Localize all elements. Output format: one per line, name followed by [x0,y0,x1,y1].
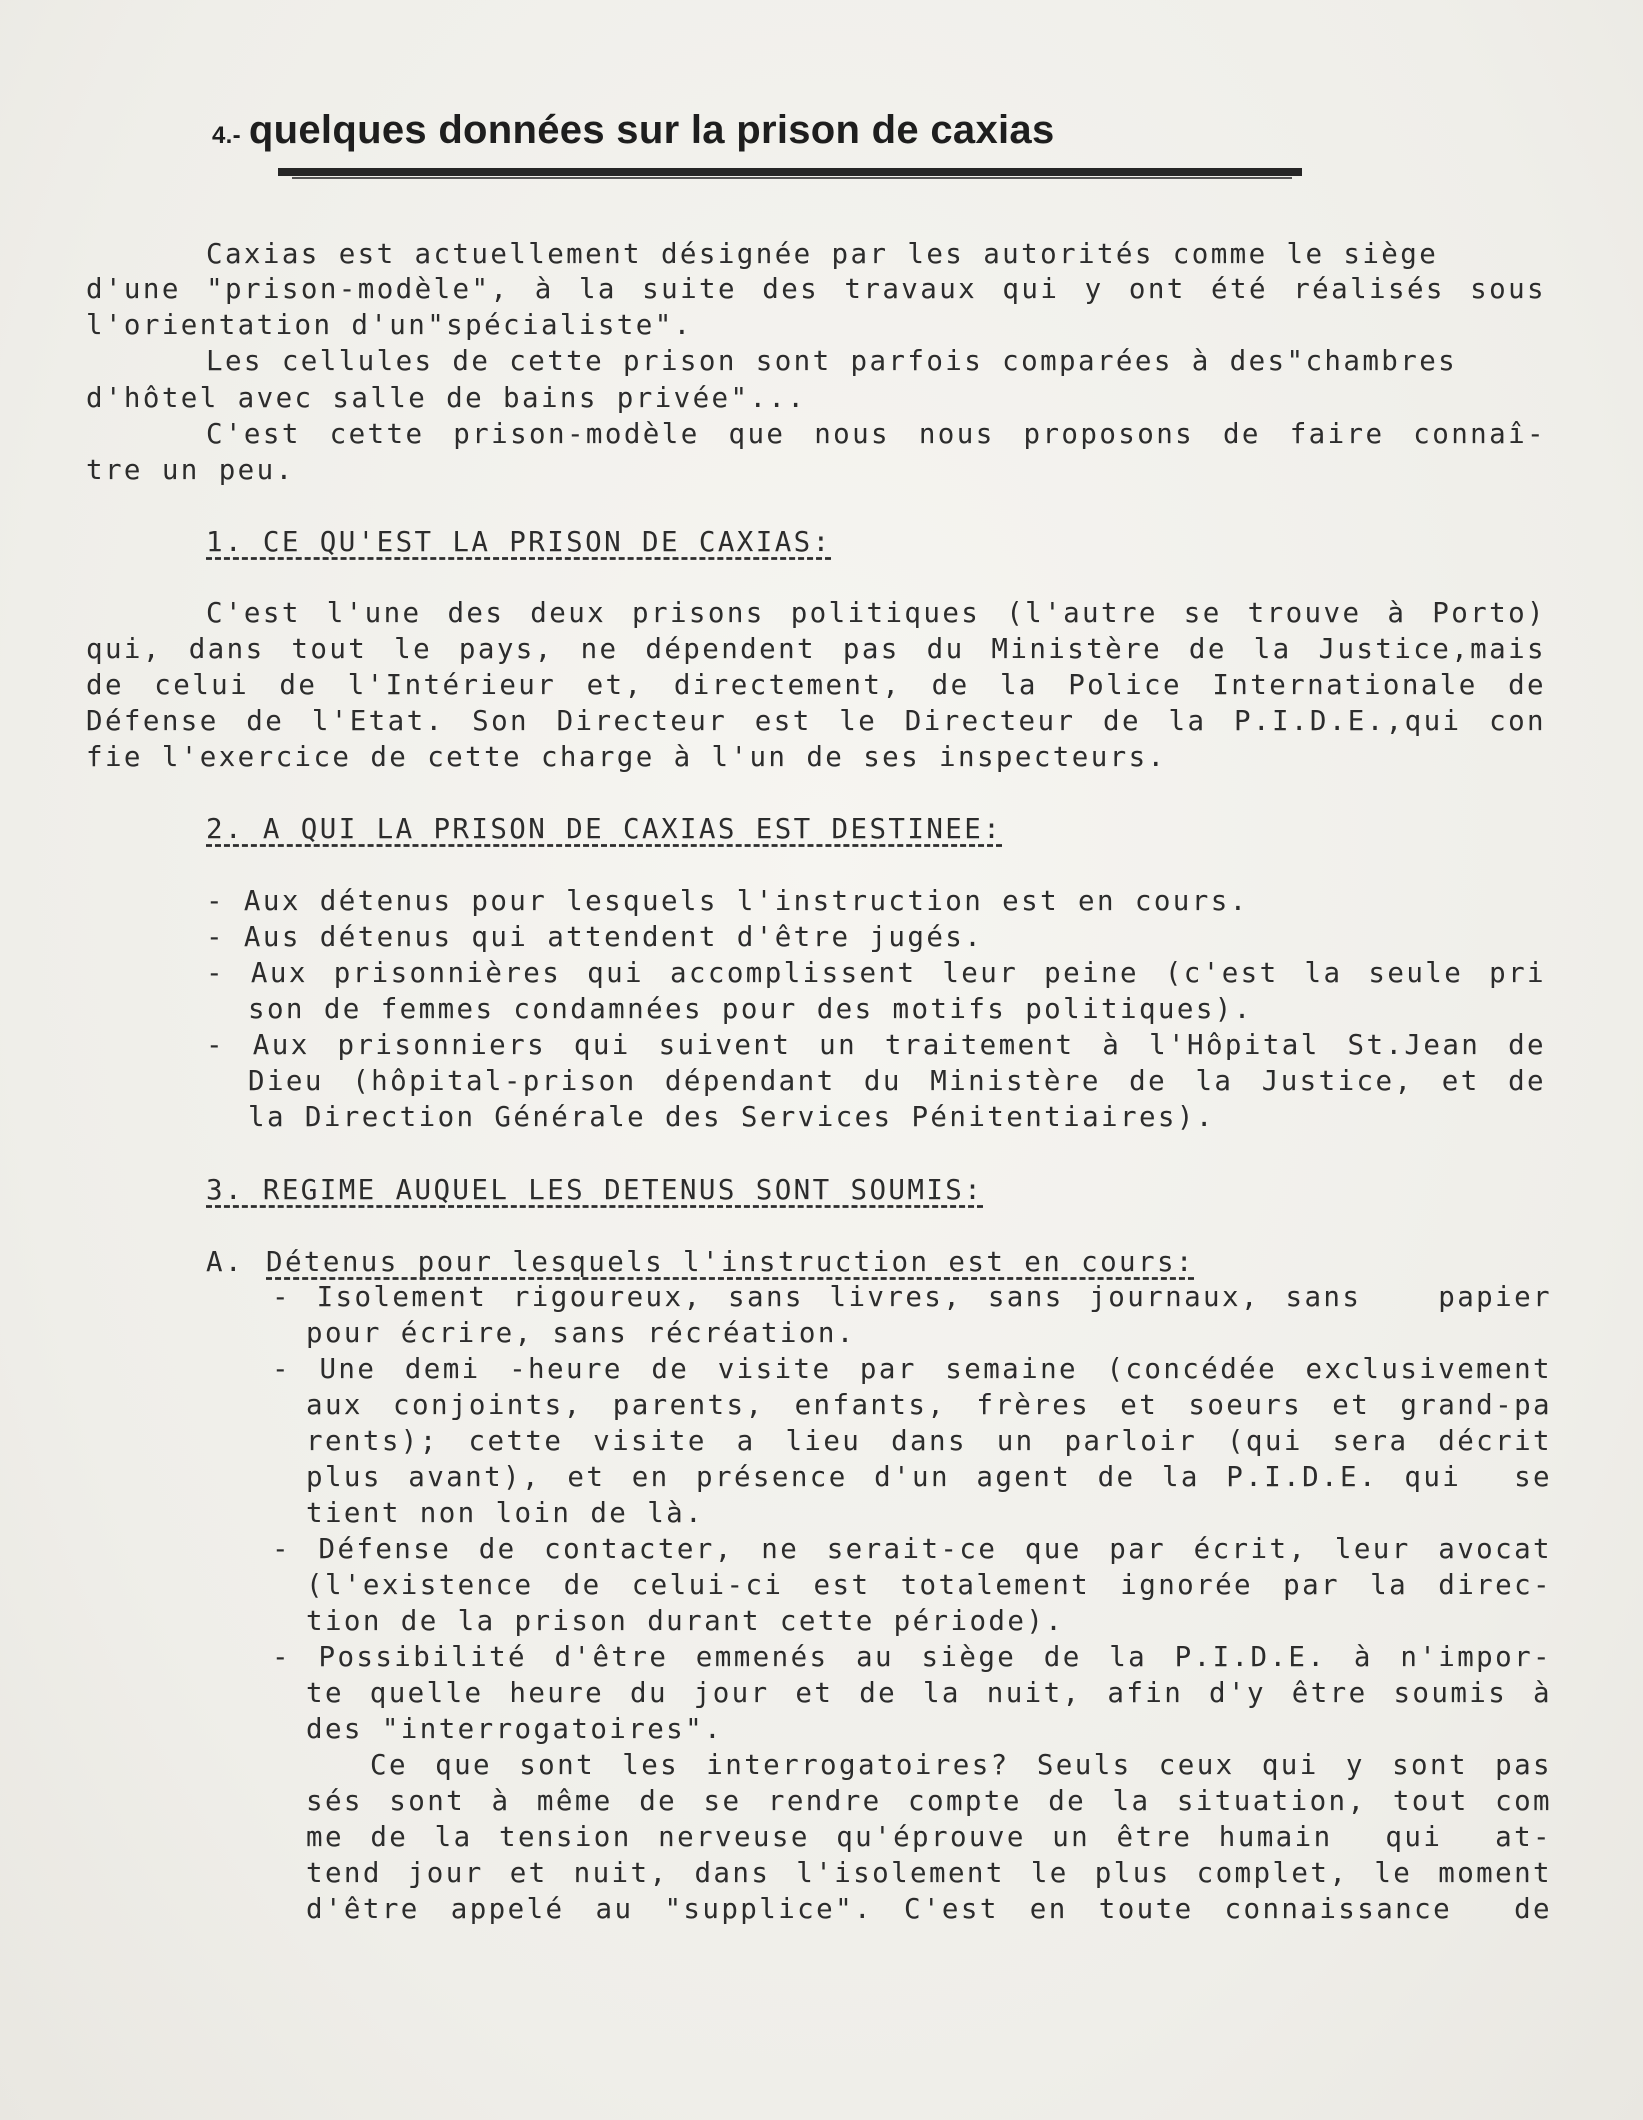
section1-line: fie l'exercice de cette charge à l'un de ses inspecteurs. [86,741,1167,773]
section1-line: Défense de l'Etat. Son Directeur est le Directeur de la P.I.D.E.,qui con [86,705,1546,737]
section-heading: 2. A QUI LA PRISON DE CAXIAS EST DESTINEE: [206,813,1003,845]
section3-line: plus avant), et en présence d'un agent de la P.I.D.E. qui se [306,1461,1552,1493]
intro-line: l'orientation d'un"spécialiste". [86,309,693,341]
title-text: quelques données sur la prison de caxias [248,108,1055,152]
title-underline-shadow [292,177,1292,179]
intro-line: Les cellules de cette prison sont parfois comparées à des"chambres [206,345,1458,377]
section3-line: aux conjoints, parents, enfants, frères et soeurs et grand-pa [306,1389,1552,1421]
section1-line: de celui de l'Intérieur et, directement, de la Police Internationale de [86,669,1546,701]
section3-line: rents); cette visite a lieu dans un parloir (qui sera décrit [306,1425,1552,1457]
intro-line: C'est cette prison-modèle que nous nous proposons de faire connaî- [206,418,1546,450]
section3-line: des "interrogatoires". [306,1713,724,1745]
section3-line: d'être appelé au "supplice". C'est en toute connaissance de [306,1893,1552,1925]
section2-line: Dieu (hôpital-prison dépendant du Ministère de la Justice, et de [248,1065,1546,1097]
section3-line: pour écrire, sans récréation. [306,1317,856,1349]
intro-line: d'hôtel avec salle de bains privée"... [86,382,807,414]
section3-line: (l'existence de celui-ci est totalement ignorée par la direc- [306,1569,1552,1601]
intro-line: Caxias est actuellement désignée par les autorités comme le siège [206,238,1439,270]
section2-line: la Direction Générale des Services Pénitentiaires). [248,1101,1215,1133]
section-heading: 3. REGIME AUQUEL LES DETENUS SONT SOUMIS: [206,1174,984,1206]
section2-line: son de femmes condamnées pour des motifs politiques). [248,993,1253,1025]
section2-line: - Aux prisonnières qui accomplissent leur peine (c'est la seule pri [206,957,1546,989]
section3-line: Ce que sont les interrogatoires? Seuls ceux qui y sont pas [370,1749,1552,1781]
section3-line: - Défense de contacter, ne serait-ce que par écrit, leur avocat [272,1533,1552,1565]
section-heading: 1. CE QU'EST LA PRISON DE CAXIAS: [206,526,832,558]
section3-line: tient non loin de là. [306,1497,705,1529]
intro-line: tre un peu. [86,454,295,486]
section1-line: C'est l'une des deux prisons politiques (l'autre se trouve à Porto) [206,597,1546,629]
page-number: 4.- [212,122,241,149]
section1-line: qui, dans tout le pays, ne dépendent pas du Ministère de la Justice,mais [86,633,1546,665]
section3-line: tend jour et nuit, dans l'isolement le plus complet, le moment [306,1857,1552,1889]
subsection-heading: Détenus pour lesquels l'instruction est en cours: [266,1246,1195,1278]
section2-line: - Aux prisonniers qui suivent un traitement à l'Hôpital St.Jean de [206,1029,1546,1061]
section3-line: sés sont à même de se rendre compte de la situation, tout com [306,1785,1552,1817]
section2-line: - Aus détenus qui attendent d'être jugés. [206,921,984,953]
section3-line: - Isolement rigoureux, sans livres, sans journaux, sans papier [272,1281,1552,1313]
section2-line: - Aux détenus pour lesquels l'instruction est en cours. [206,885,1249,917]
section3-line: - Possibilité d'être emmenés au siège de la P.I.D.E. à n'impor- [272,1641,1552,1673]
title-underline [278,168,1302,176]
section3-line: te quelle heure du jour et de la nuit, afin d'y être soumis à [306,1677,1552,1709]
section3-line: me de la tension nerveuse qu'éprouve un être humain qui at- [306,1821,1552,1853]
intro-line: d'une "prison-modèle", à la suite des travaux qui y ont été réalisés sous [86,273,1546,305]
subsection-label: A. [206,1246,244,1278]
section3-line: tion de la prison durant cette période). [306,1605,1065,1637]
page-title [212,108,1055,153]
section3-line: - Une demi -heure de visite par semaine (concédée exclusivement [272,1353,1552,1385]
